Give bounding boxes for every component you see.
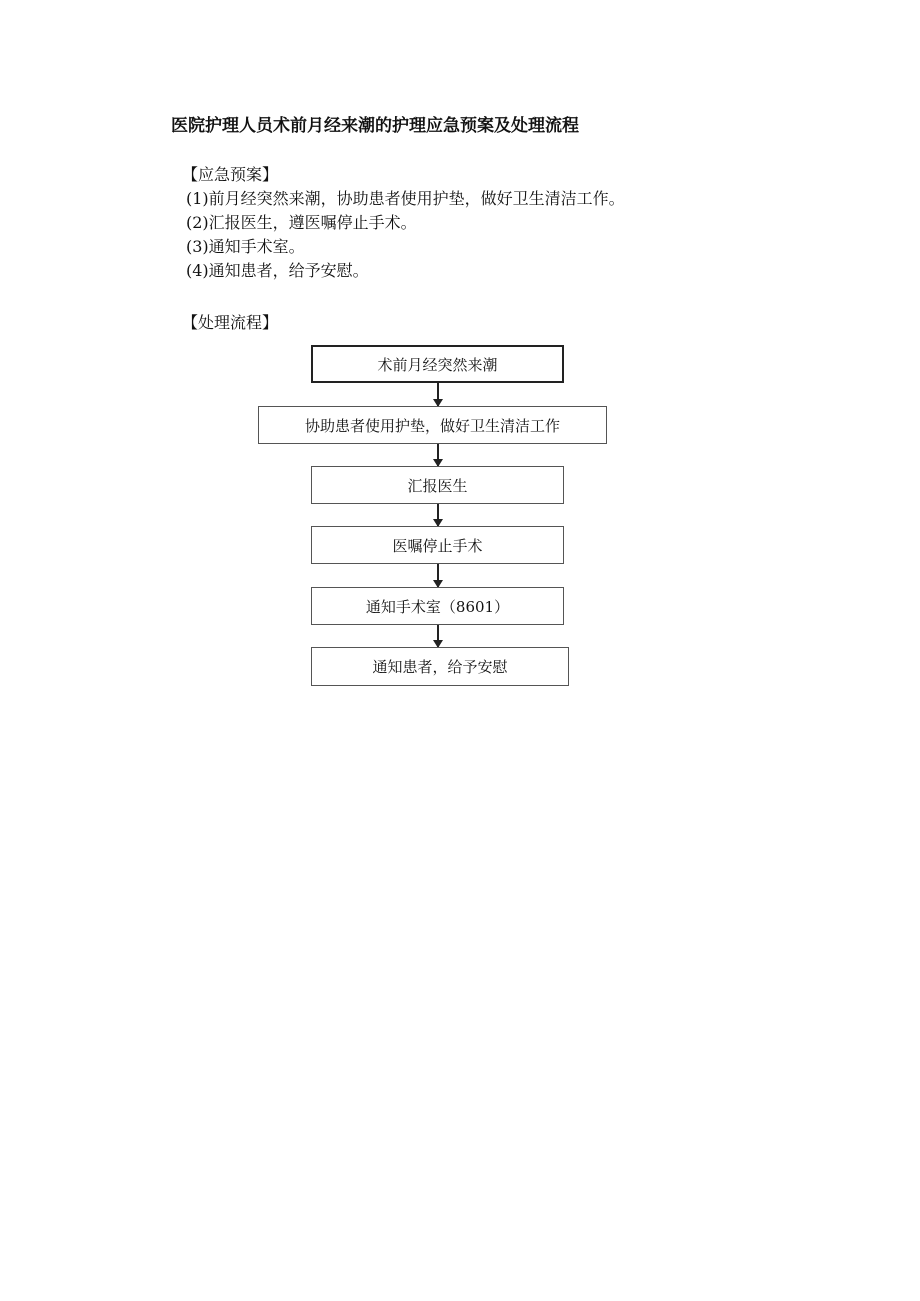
flow-step-stop-surgery: 医嘱停止手术 — [311, 526, 564, 564]
flow-step-comfort-patient: 通知患者，给予安慰 — [311, 647, 569, 686]
flow-arrow-1 — [437, 383, 439, 406]
flow-step-period-onset: 术前月经突然来潮 — [311, 345, 564, 383]
flow-heading: 【处理流程】 — [182, 313, 279, 332]
flow-arrow-4 — [437, 564, 439, 587]
flow-arrow-3 — [437, 504, 439, 526]
flow-step-notify-or: 通知手术室（8601） — [311, 587, 564, 625]
plan-item-1: (1)前月经突然来潮，协助患者使用护垫，做好卫生清洁工作。 — [186, 189, 625, 208]
page-title: 医院护理人员术前月经来潮的护理应急预案及处理流程 — [171, 116, 579, 136]
flow-step-report-doctor: 汇报医生 — [311, 466, 564, 504]
flow-arrow-2 — [437, 444, 439, 466]
plan-item-2: (2)汇报医生，遵医嘱停止手术。 — [186, 213, 417, 232]
plan-item-4: (4)通知患者，给予安慰。 — [186, 261, 369, 280]
plan-heading: 【应急预案】 — [182, 165, 279, 184]
plan-item-3: (3)通知手术室。 — [186, 237, 305, 256]
flow-arrow-5 — [437, 625, 439, 647]
flow-step-assist-patient: 协助患者使用护垫，做好卫生清洁工作 — [258, 406, 607, 444]
